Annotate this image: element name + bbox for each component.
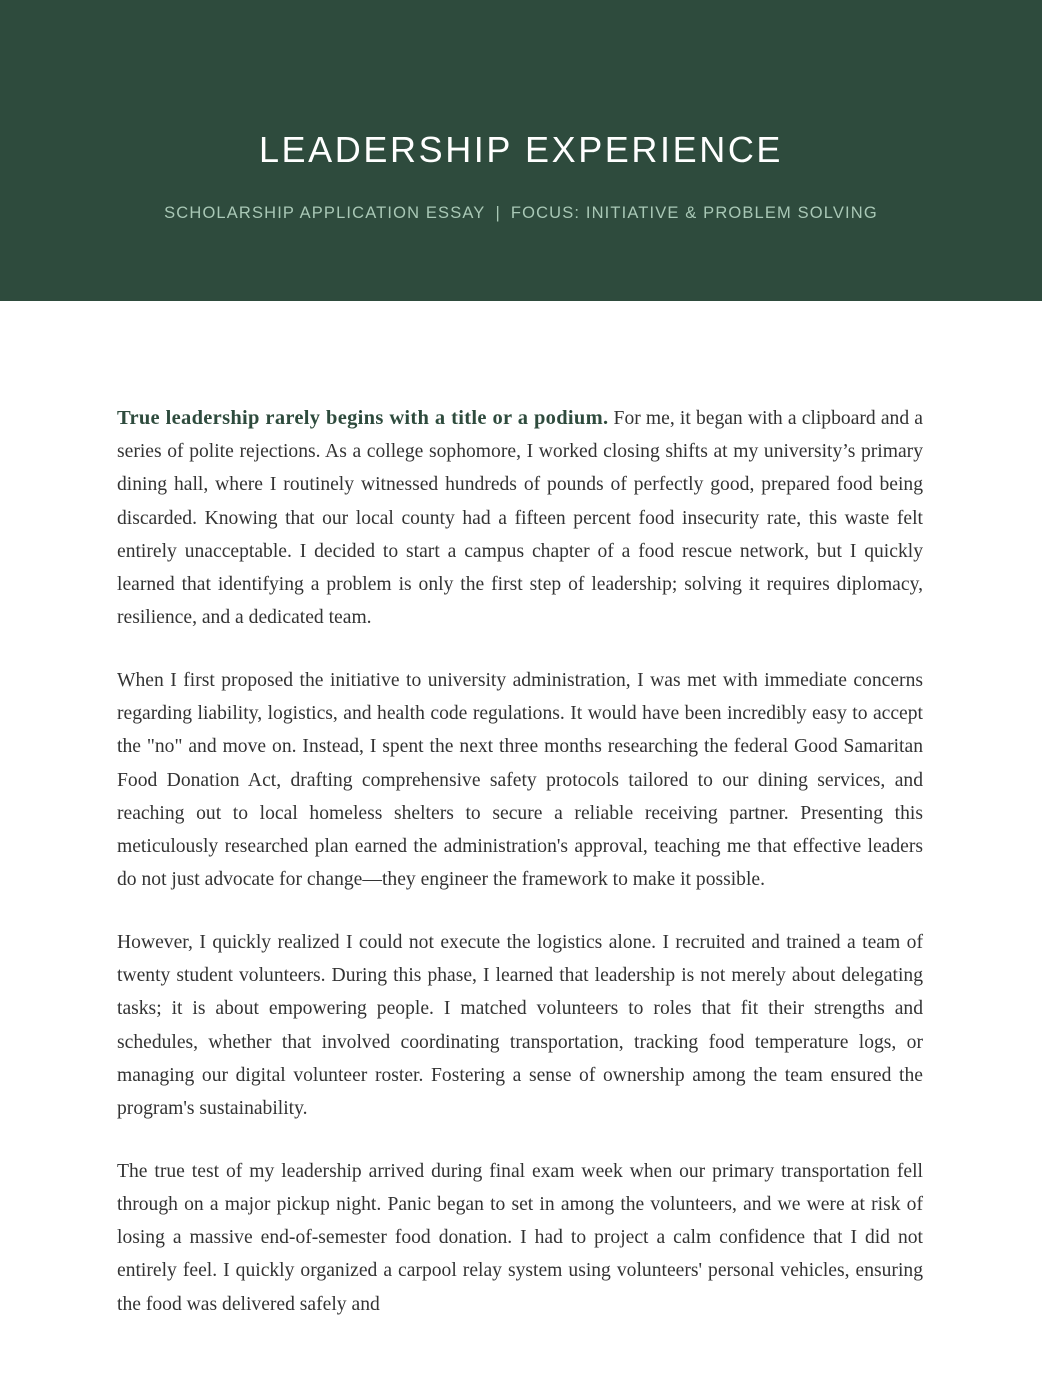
page-title: LEADERSHIP EXPERIENCE (258, 129, 784, 170)
essay-paragraph-2: When I first proposed the initiative to university administration, I was met with immediate concerns regarding liability, logistics, and health code regulations. It would have been incredibly easy to accept the "no" and move on. Instead, I spent the next three months researching the federal Good Samaritan Food Donation Act, drafting comprehensive safety protocols tailored to our dining services, and reaching out to local homeless shelters to secure a reliable receiving partner. Presenting this meticulously researched plan earned the administration's approval, teaching me that effective leaders do not just advocate for change—they engineer the framework to make it possible. (117, 670, 923, 891)
page-subtitle (0, 202, 1042, 224)
essay-paragraph-3: However, I quickly realized I could not execute the logistics alone. I recruited and trained a team of twenty student volunteers. During this phase, I learned that leadership is not merely about delegating tasks; it is about empowering people. I matched volunteers to roles that fit their strengths and schedules, whether that involved coordinating transportation, tracking food temperature logs, or managing our digital volunteer roster. Fostering a sense of ownership among the team ensured the program's sustainability. (117, 932, 923, 1120)
essay-paragraph-1 (117, 402, 923, 634)
lead-sentence: True leadership rarely begins with a title or a podium. (117, 407, 609, 429)
subtitle-focus: FOCUS: INITIATIVE & PROBLEM SOLVING (510, 204, 878, 222)
essay-header (0, 0, 1042, 301)
paragraph-1-text: For me, it began with a clipboard and a series of polite rejections. As a college sophomore, I worked closing shifts at my university’s primary dining hall, where I routinely witnessed hundreds of pounds of perfectly good, prepared food being discarded. Knowing that our local county had a fifteen percent food insecurity rate, this waste felt entirely unacceptable. I decided to start a campus chapter of a food rescue network, but I quickly learned that identifying a problem is only the first step of leadership; solving it requires diplomacy, resilience, and a dedicated team. (117, 408, 923, 629)
subtitle-essay-type: SCHOLARSHIP APPLICATION ESSAY (164, 204, 486, 222)
essay-body (117, 301, 923, 1321)
essay-paragraph-4: The true test of my leadership arrived during final exam week when our primary transportation fell through on a major pickup night. Panic began to set in among the volunteers, and we were at risk of losing a massive end-of-semester food donation. I had to project a calm confidence that I did not entirely feel. I quickly organized a carpool relay system using volunteers' personal vehicles, ensuring the food was delivered safely and (117, 1160, 923, 1315)
subtitle-separator: | (495, 204, 501, 222)
